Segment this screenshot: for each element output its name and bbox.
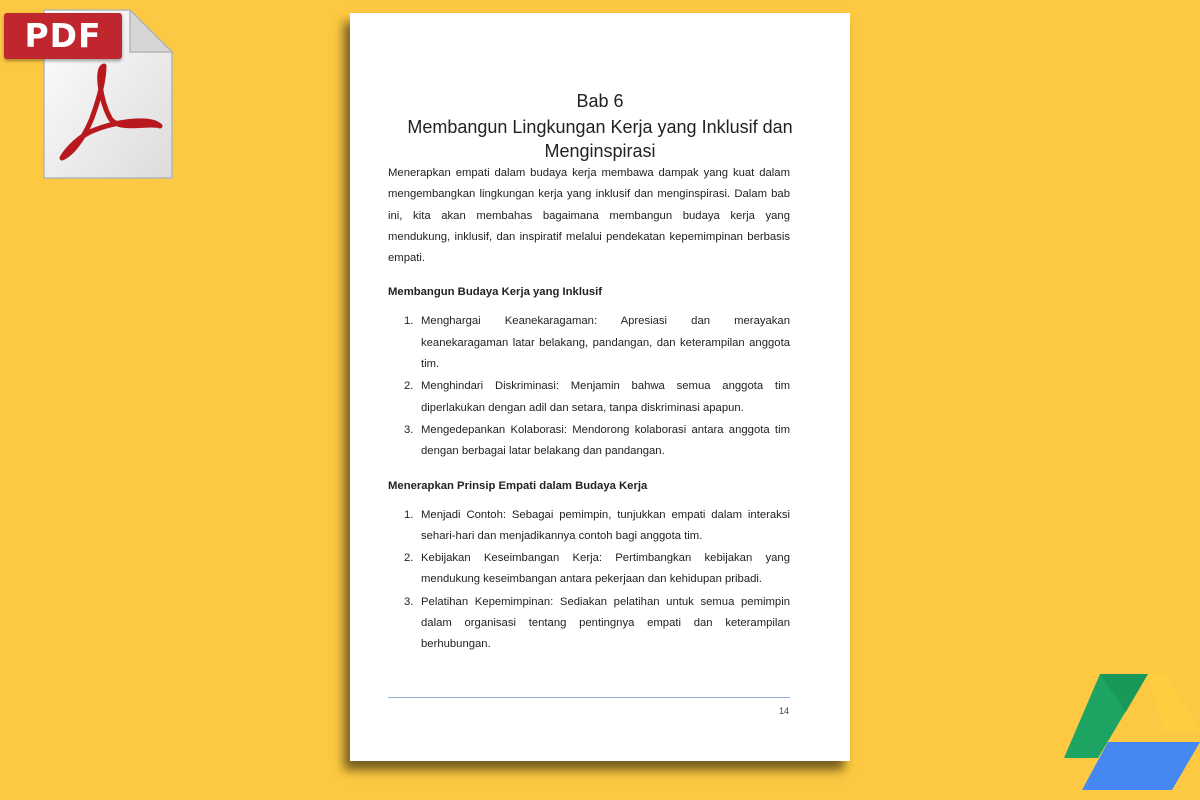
list-item: 1. Menjadi Contoh: Sebagai pemimpin, tunjukkan empati dalam interaksi sehari-hari dan menjadikannya contoh bagi anggota tim. [404, 508, 790, 542]
chapter-number: Bab 6 [576, 91, 624, 111]
section-title-inclusive-culture: Membangun Budaya Kerja yang Inklusif [388, 286, 603, 299]
list-item: 3. Pelatihan Kepemimpinan: Sediakan pelatihan untuk semua pemimpin dalam organisasi tentang pentingnya empati dan keterampilan berhubungan. [404, 595, 790, 651]
footer-divider [388, 697, 790, 698]
list-item: 1. Menghargai Keanekaragaman: Apresiasi dan merayakan keanekaragaman latar belakang, pandangan, dan keterampilan anggota tim. [404, 315, 790, 371]
list-item: 2. Menghindari Diskriminasi: Menjamin bahwa semua anggota tim diperlakukan dengan adil dan setara, tanpa diskriminasi apapun. [404, 380, 790, 414]
page-content [388, 163, 790, 657]
list-inclusive-culture [388, 311, 790, 462]
drive-yellow-segment [1148, 674, 1200, 732]
intro-paragraph: Menerapkan empati dalam budaya kerja membawa dampak yang kuat dalam mengembangkan lingkungan kerja yang inklusif dan menginspirasi. Dalam bab ini, kita akan membahas bagaimana membangun budaya kerja yang mendukung, inklusif, dan inspiratif melalui pendekatan kepemimpinan berbasis empati. [388, 167, 790, 265]
pdf-file-icon [0, 0, 180, 185]
chapter-heading [350, 89, 850, 163]
page-number: 14 [778, 706, 789, 716]
document-page [350, 13, 850, 761]
section-title-empathy-principles: Menerapkan Prinsip Empati dalam Budaya Kerja [388, 479, 648, 492]
list-empathy-principles [388, 505, 790, 656]
chapter-title: Membangun Lingkungan Kerja yang Inklusif dan Menginspirasi [407, 117, 793, 161]
list-item: 2. Kebijakan Keseimbangan Kerja: Pertimbangkan kebijakan yang mendukung keseimbangan antara pekerjaan dan kehidupan pribadi. [404, 552, 790, 586]
google-drive-icon [1060, 668, 1200, 794]
list-item: 3. Mengedepankan Kolaborasi: Mendorong kolaborasi antara anggota tim dengan berbagai latar belakang dan pandangan. [404, 423, 790, 458]
pdf-badge: PDF [4, 13, 122, 59]
